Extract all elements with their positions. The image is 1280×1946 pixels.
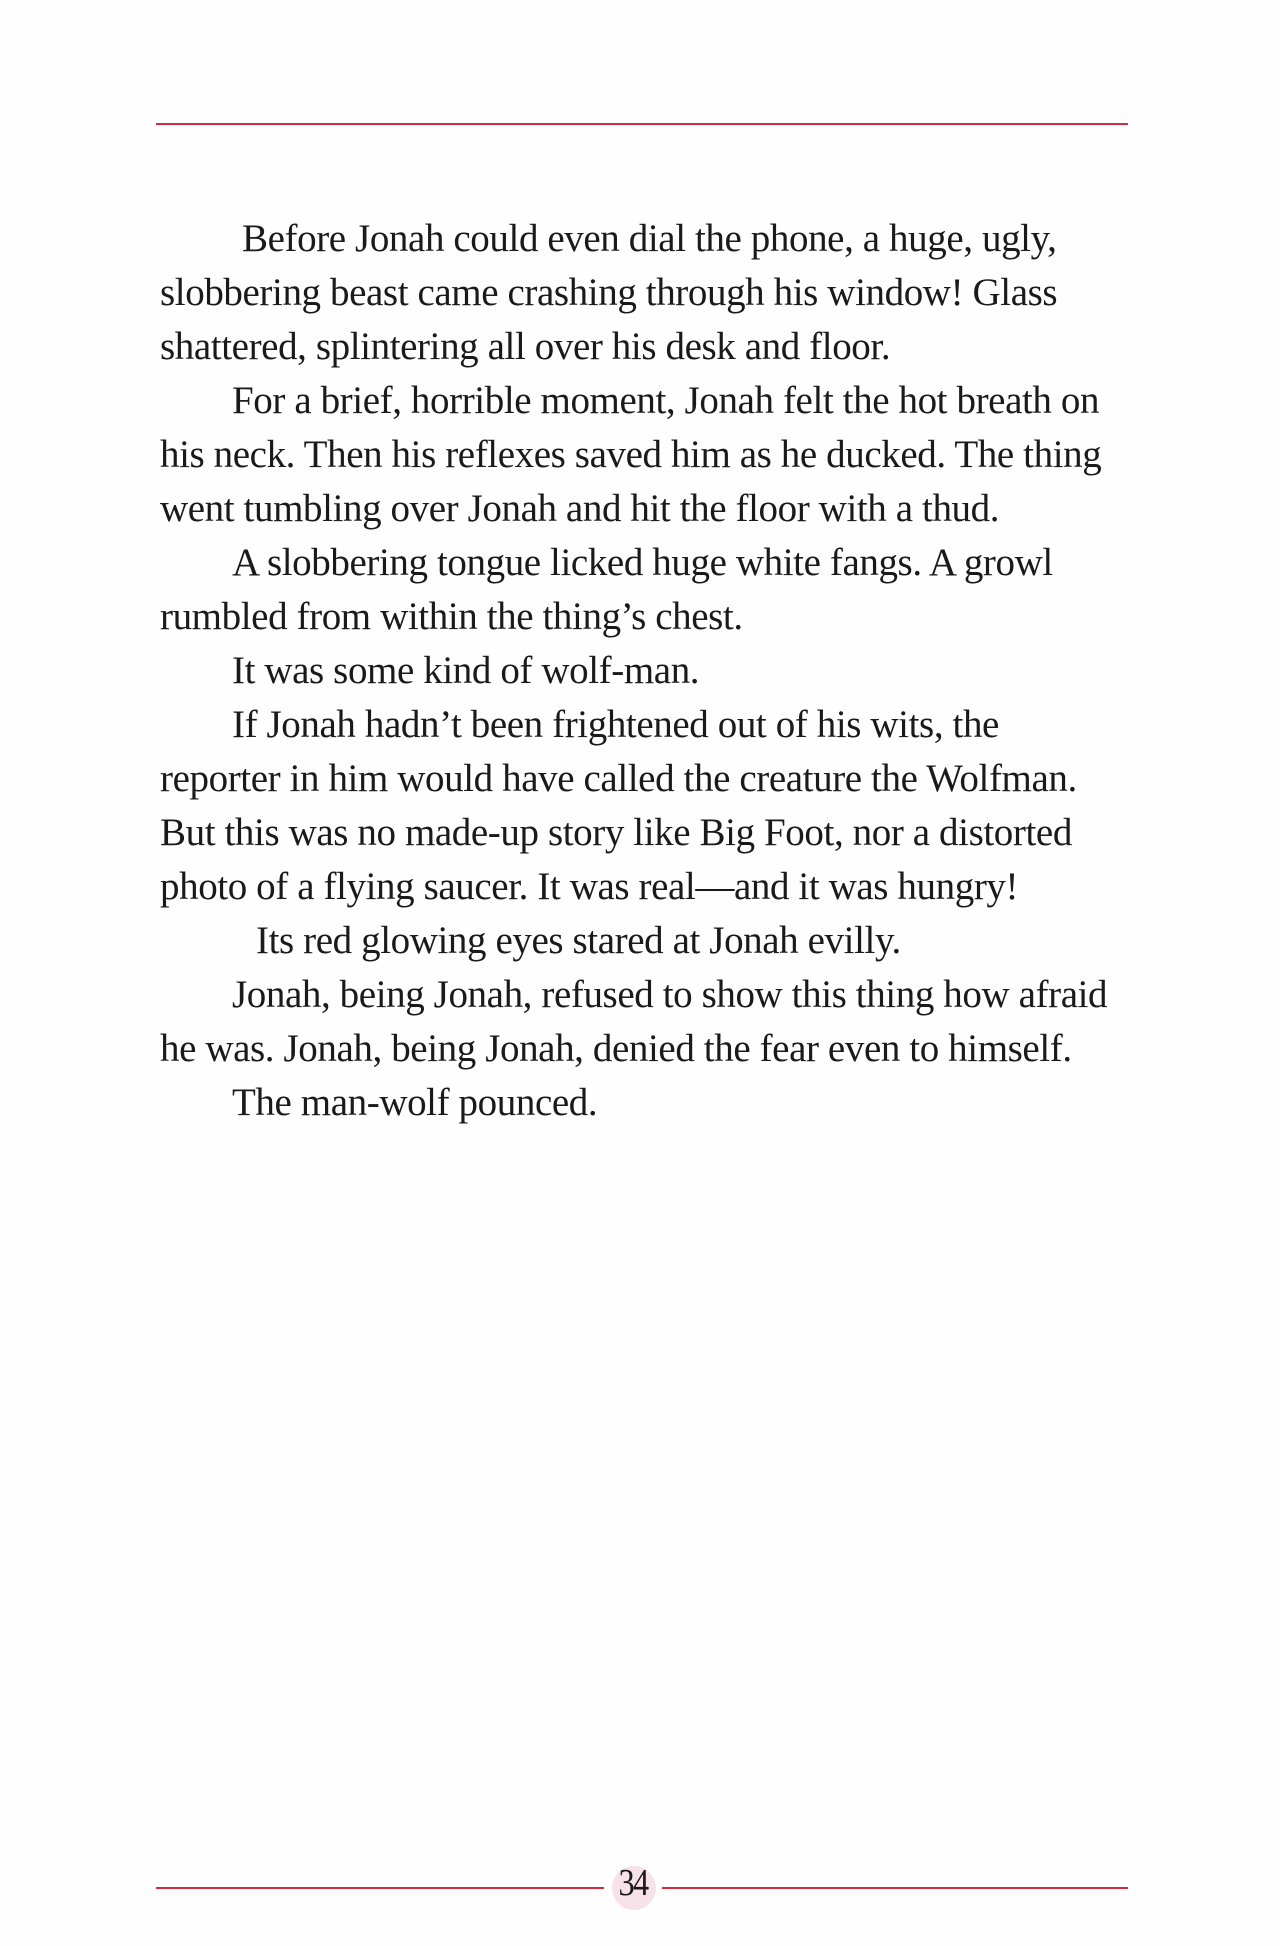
paragraph: A slobbering tongue licked huge white fangs. A growl rumbled from within the thing’s chest. bbox=[160, 541, 1053, 638]
paragraph: The man-wolf pounced. bbox=[232, 1081, 598, 1124]
body-text bbox=[160, 212, 1120, 1130]
page-number: 34 bbox=[618, 1862, 648, 1904]
paragraph: Before Jonah could even dial the phone, a huge, ugly, slobbering beast came crashing through his window! Glass shattered, splintering all over his desk and floor. bbox=[160, 217, 1058, 368]
paragraph: It was some kind of wolf-man. bbox=[232, 649, 700, 692]
footer-rule-right bbox=[662, 1887, 1128, 1889]
paragraph: If Jonah hadn’t been frightened out of his wits, the reporter in him would have called the creature the Wolfman. But this was no made-up story like Big Foot, nor a distorted photo of a flying saucer. It was real—and it was hungry! bbox=[160, 703, 1077, 908]
paragraph: Jonah, being Jonah, refused to show this thing how afraid he was. Jonah, being Jonah, denied the fear even to himself. bbox=[160, 973, 1108, 1070]
footer-rule-left bbox=[156, 1887, 604, 1889]
paragraph: Its red glowing eyes stared at Jonah evilly. bbox=[256, 919, 901, 962]
page-footer bbox=[156, 1858, 1128, 1904]
top-rule bbox=[156, 123, 1128, 125]
paragraph: For a brief, horrible moment, Jonah felt the hot breath on his neck. Then his reflexes saved him as he ducked. The thing went tumbling over Jonah and hit the floor with a thud. bbox=[160, 379, 1102, 530]
